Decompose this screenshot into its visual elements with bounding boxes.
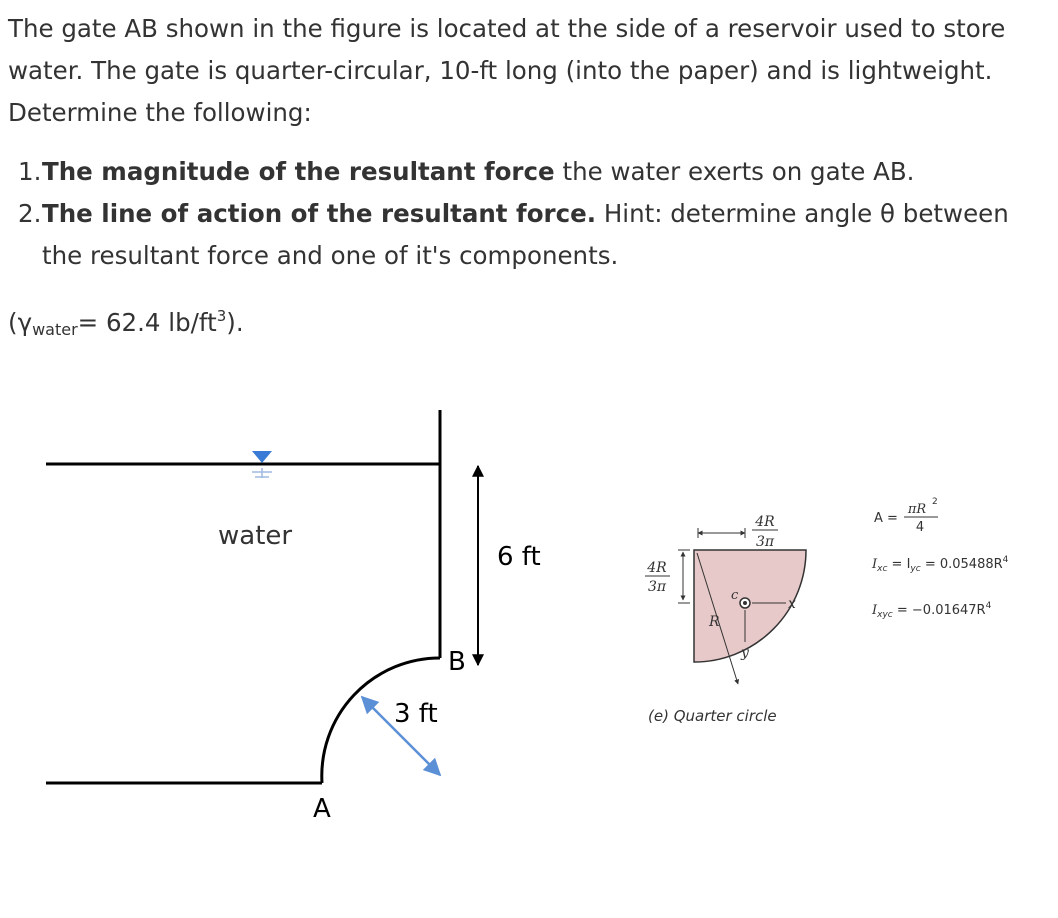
point-a-label: A	[313, 794, 331, 824]
moment-of-inertia-formula: $I_{xc} = I_{yc} = 0.05488R^4$	[872, 555, 1009, 574]
gamma-open: (	[8, 308, 18, 337]
item-bold-text: The magnitude of the resultant force	[42, 157, 555, 186]
item-number: 1.	[18, 157, 42, 186]
left-dimension-numerator: 4R	[647, 560, 667, 576]
inset-caption: (e) Quarter circle	[648, 707, 777, 725]
item-text: Hint: determine angle θ between the resultant force and one of it's components.	[42, 199, 1009, 270]
gamma-close: ).	[226, 308, 244, 337]
item-number: 2.	[18, 199, 42, 228]
gamma-value: = 62.4 lb/ft	[77, 308, 217, 337]
product-of-inertia-formula: $I_{xyc} = -0.01647R^4$	[872, 601, 992, 620]
area-formula-lhs: A =	[874, 511, 898, 526]
water-label: water	[218, 521, 293, 551]
item-text: the water exerts on gate AB.	[554, 157, 915, 186]
radius-label: 3 ft	[394, 699, 438, 729]
centroid-dot	[743, 601, 747, 605]
gamma-exponent: 3	[216, 307, 227, 325]
problem-intro: The gate AB shown in the figure is located at the side of a reservoir used to store water. The gate is quarter-circular, 10-ft long (into the paper) and is lightweight. Determine the following:	[8, 14, 1006, 127]
centroid-label: c	[731, 588, 739, 603]
item-bold-text: The line of action of the resultant force.	[42, 199, 597, 228]
x-axis-label: x	[788, 596, 796, 612]
gamma-subscript: water	[32, 320, 78, 339]
area-formula-numerator: πR	[907, 502, 927, 517]
point-b-label: B	[448, 647, 466, 677]
y-axis-label: y	[741, 645, 749, 661]
top-dimension-numerator: 4R	[755, 514, 775, 530]
area-formula-denominator: 4	[915, 520, 925, 535]
left-dimension-denominator: 3π	[647, 579, 667, 595]
radius-symbol: R	[709, 614, 720, 630]
gamma-symbol: γ	[17, 308, 33, 337]
depth-label: 6 ft	[497, 542, 541, 572]
area-formula-exponent: 2	[932, 497, 938, 507]
top-dimension-denominator: 3π	[755, 534, 775, 550]
